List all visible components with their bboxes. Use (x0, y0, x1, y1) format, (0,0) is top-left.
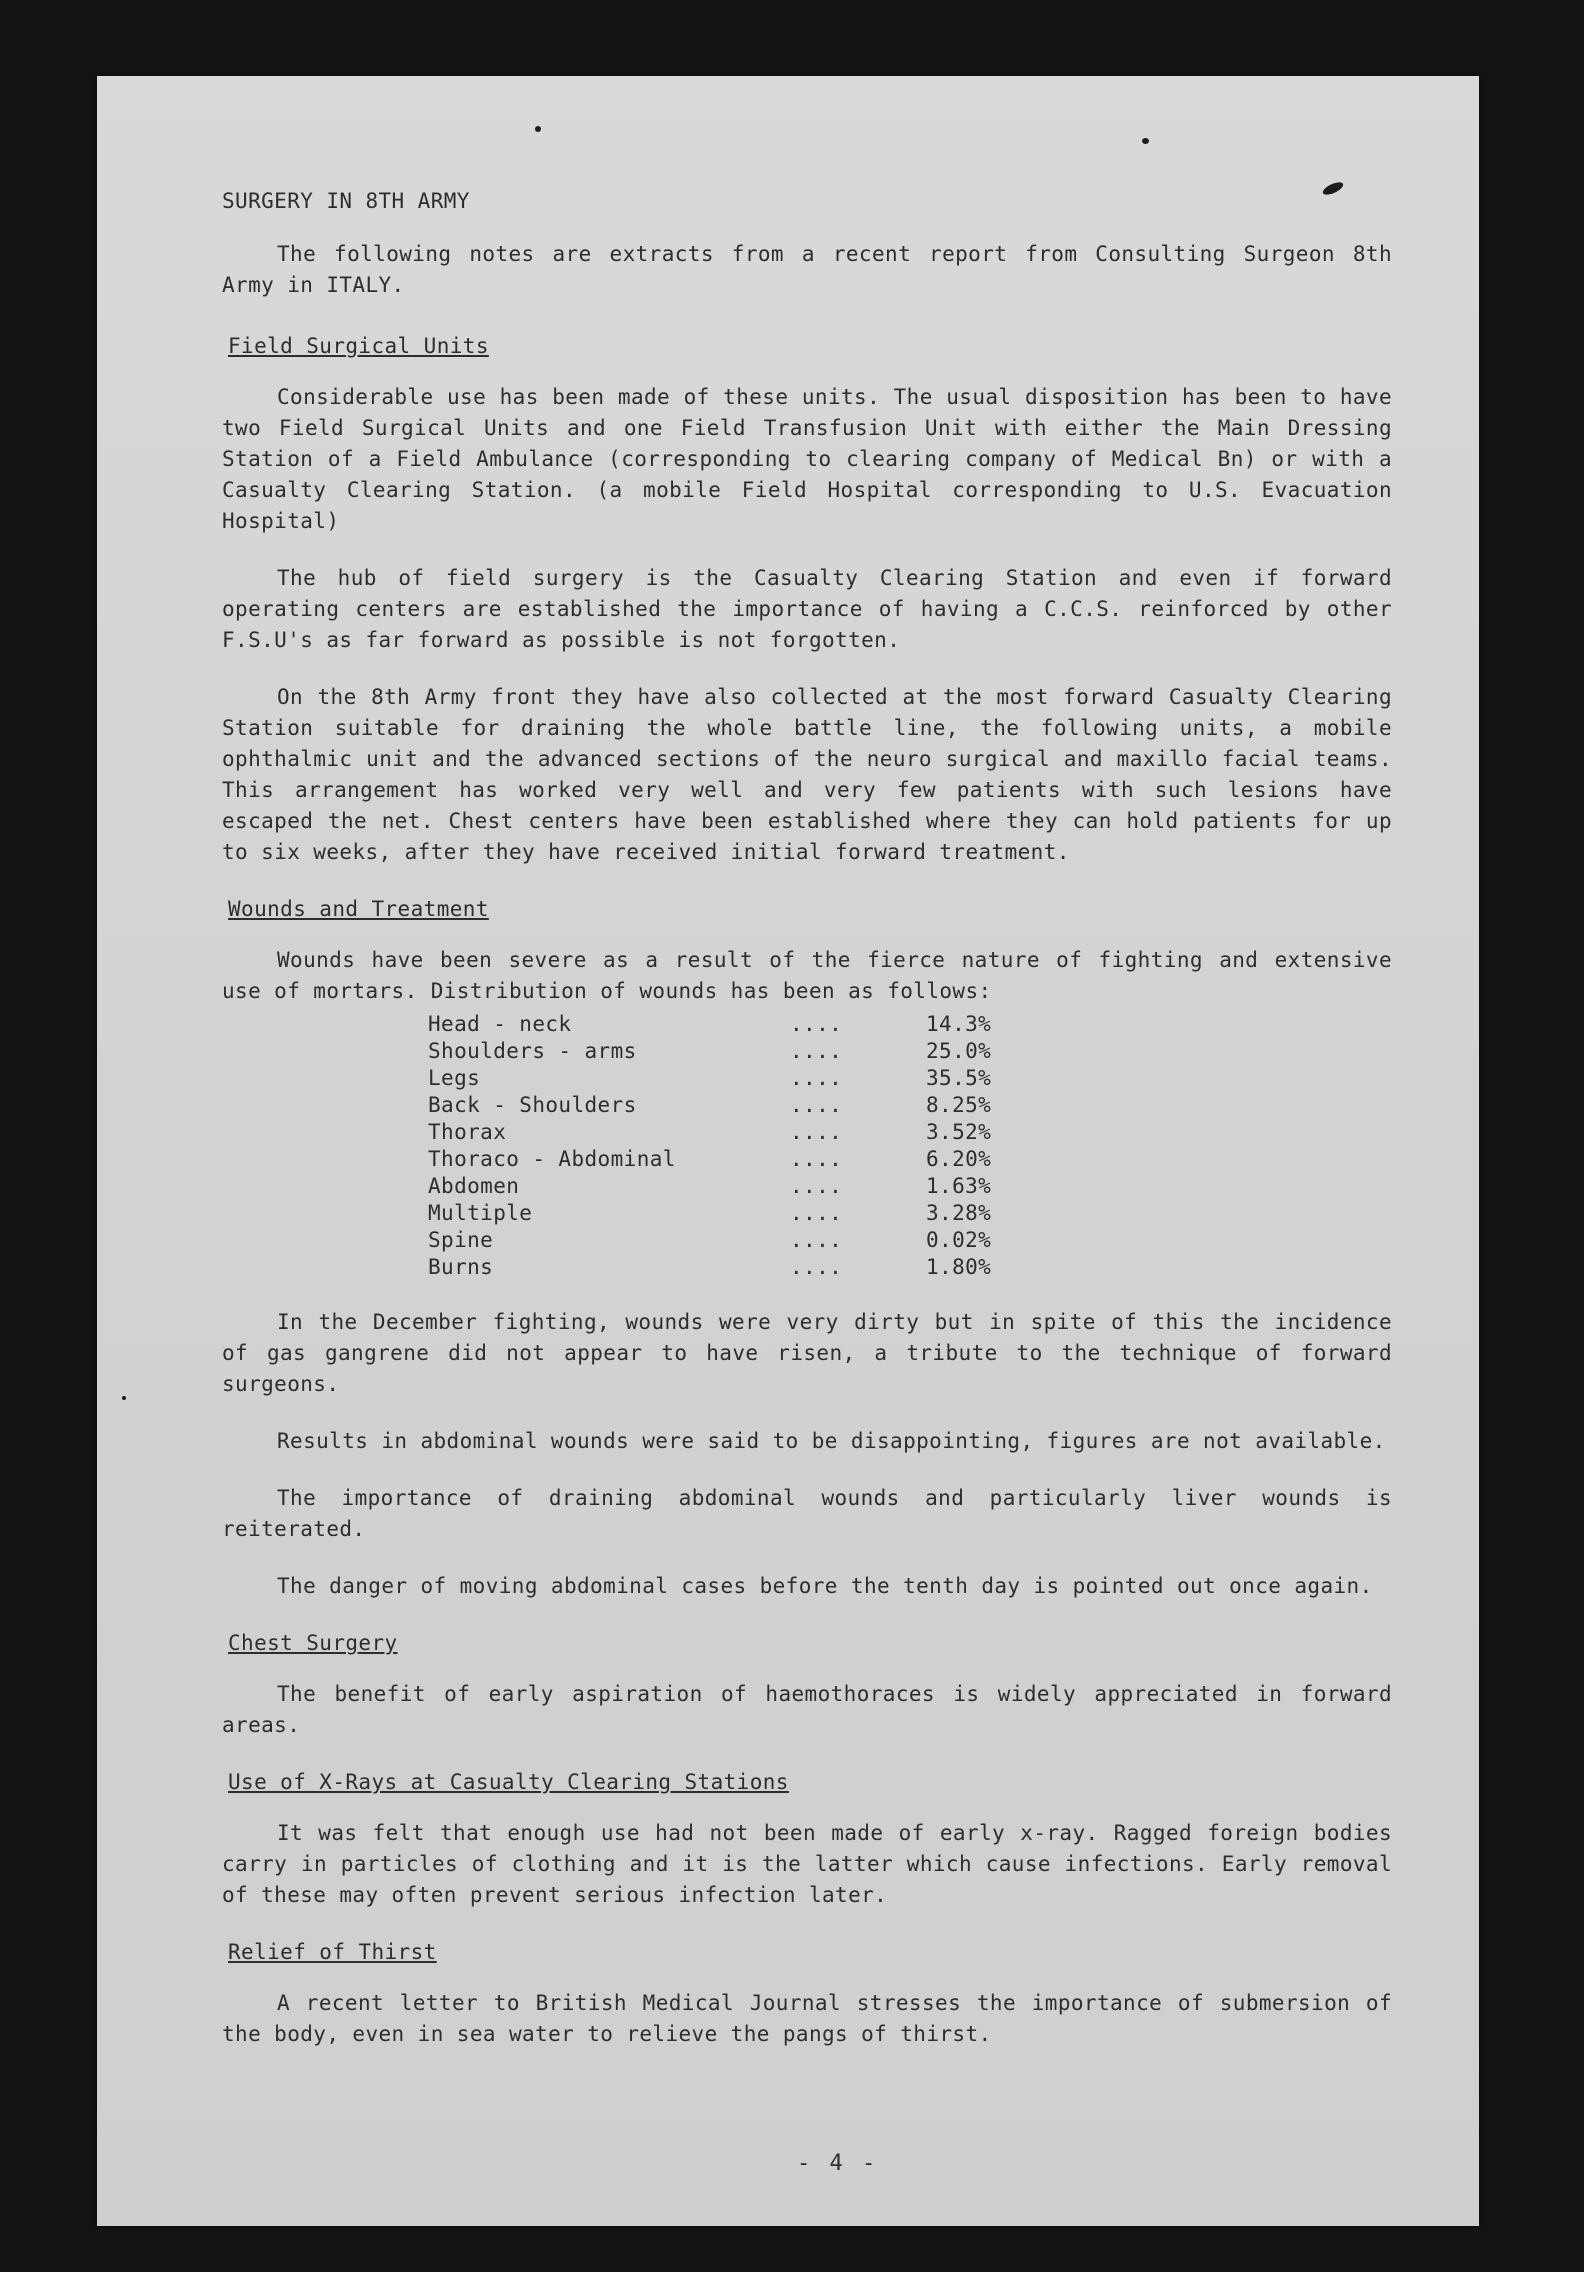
section-heading: Chest Surgery (228, 1631, 398, 1655)
wound-percentage: 1.63% (926, 1174, 992, 1198)
wound-distribution-table (428, 1011, 1046, 1281)
leader-dots: .... (790, 1174, 843, 1198)
page-number: - 4 - (797, 2151, 879, 2176)
wound-site: Legs (428, 1066, 481, 1090)
leader-dots: .... (790, 1120, 843, 1144)
document-body (222, 186, 1392, 2076)
wound-site: Back - Shoulders (428, 1093, 637, 1117)
table-row (428, 1011, 1046, 1038)
leader-dots: .... (790, 1039, 843, 1063)
section-heading: Use of X-Rays at Casualty Clearing Stations (228, 1770, 789, 1794)
section-field-surgical-units (222, 331, 1392, 868)
section-wounds-and-treatment (222, 894, 1392, 1602)
paragraph: It was felt that enough use had not been made of early x-ray. Ragged foreign bodies carry in particles of clothing and it is the latter which cause infections. Early removal of these may often prevent serious infection later. (222, 1821, 1392, 1907)
leader-dots: .... (790, 1228, 843, 1252)
ink-speck (1142, 138, 1149, 144)
intro-paragraph: The following notes are extracts from a recent report from Consulting Surgeon 8th Army in ITALY. (222, 242, 1392, 297)
ink-speck (535, 126, 541, 132)
table-row (428, 1254, 1046, 1281)
leader-dots: .... (790, 1255, 843, 1279)
table-row (428, 1173, 1046, 1200)
ink-speck (122, 1396, 126, 1400)
leader-dots: .... (790, 1066, 843, 1090)
paragraph: In the December fighting, wounds were very dirty but in spite of this the incidence of gas gangrene did not appear to have risen, a tribute to the technique of forward surgeons. (222, 1310, 1392, 1396)
paragraph: The danger of moving abdominal cases before the tenth day is pointed out once again. (277, 1574, 1373, 1598)
wound-site: Abdomen (428, 1174, 520, 1198)
wound-percentage: 8.25% (926, 1093, 992, 1117)
paragraph: The importance of draining abdominal wounds and particularly liver wounds is reiterated. (222, 1486, 1392, 1541)
document-title: SURGERY IN 8TH ARMY (222, 189, 470, 213)
table-row (428, 1092, 1046, 1119)
section-heading: Relief of Thirst (228, 1940, 437, 1964)
paragraph: Considerable use has been made of these units. The usual disposition has been to have two Field Surgical Units and one Field Transfusion Unit with either the Main Dressing Station of a Field Ambulance (corresponding to clearing company of Medical Bn) or with a Casualty Clearing Station. (a mobile Field Hospital corresponding to U.S. Evacuation Hospital) (222, 385, 1392, 533)
paragraph: On the 8th Army front they have also collected at the most forward Casualty Clearing Station suitable for draining the whole battle line, the following units, a mobile ophthalmic unit and the advanced sections of the neuro surgical and maxillo facial teams. This arrangement has worked very well and very few patients with such lesions have escaped the net. Chest centers have been established where they can hold patients for up to six weeks, after they have received initial forward treatment. (222, 685, 1392, 864)
section-heading: Wounds and Treatment (228, 897, 489, 921)
table-row (428, 1200, 1046, 1227)
document-page (97, 76, 1479, 2226)
paragraph: Wounds have been severe as a result of the fierce nature of fighting and extensive use of mortars. Distribution of wounds has been as follows: (222, 948, 1392, 1003)
paragraph: The benefit of early aspiration of haemothoraces is widely appreciated in forward areas. (222, 1682, 1392, 1737)
wound-percentage: 14.3% (926, 1012, 992, 1036)
table-row (428, 1038, 1046, 1065)
wound-percentage: 25.0% (926, 1039, 992, 1063)
wound-percentage: 3.52% (926, 1120, 992, 1144)
wound-site: Head - neck (428, 1012, 572, 1036)
section-xrays (222, 1767, 1392, 1911)
wound-percentage: 0.02% (926, 1228, 992, 1252)
wound-site: Spine (428, 1228, 494, 1252)
paragraph: The hub of field surgery is the Casualty Clearing Station and even if forward operating centers are established the importance of having a C.C.S. reinforced by other F.S.U's as far forward as possible is not forgotten. (222, 566, 1392, 652)
wound-site: Thoraco - Abdominal (428, 1147, 676, 1171)
wound-percentage: 6.20% (926, 1147, 992, 1171)
leader-dots: .... (790, 1012, 843, 1036)
table-row (428, 1227, 1046, 1254)
wound-site: Shoulders - arms (428, 1039, 637, 1063)
leader-dots: .... (790, 1201, 843, 1225)
section-chest-surgery (222, 1628, 1392, 1741)
wound-site: Burns (428, 1255, 494, 1279)
wound-percentage: 1.80% (926, 1255, 992, 1279)
section-relief-of-thirst (222, 1937, 1392, 2050)
wound-percentage: 35.5% (926, 1066, 992, 1090)
section-heading: Field Surgical Units (228, 334, 489, 358)
wound-site: Thorax (428, 1120, 507, 1144)
wound-site: Multiple (428, 1201, 533, 1225)
leader-dots: .... (790, 1147, 843, 1171)
table-row (428, 1119, 1046, 1146)
wound-percentage: 3.28% (926, 1201, 992, 1225)
table-row (428, 1065, 1046, 1092)
leader-dots: .... (790, 1093, 843, 1117)
table-row (428, 1146, 1046, 1173)
paragraph: Results in abdominal wounds were said to be disappointing, figures are not available. (277, 1429, 1386, 1453)
paragraph: A recent letter to British Medical Journal stresses the importance of submersion of the body, even in sea water to relieve the pangs of thirst. (222, 1991, 1392, 2046)
